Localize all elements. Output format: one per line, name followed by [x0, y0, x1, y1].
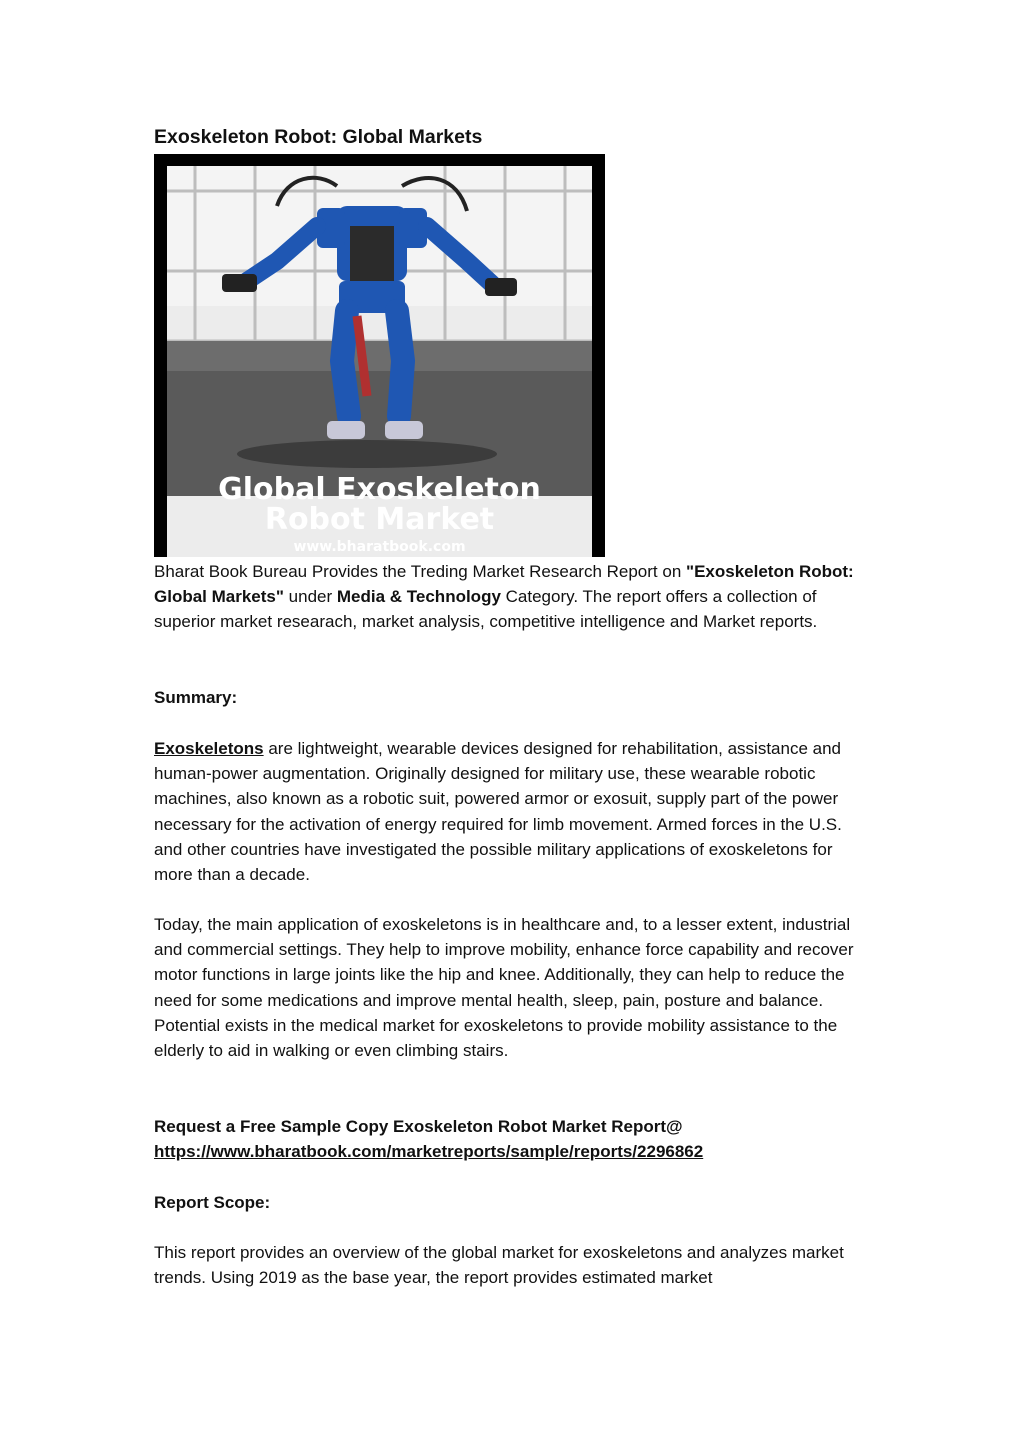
summary-heading: Summary: [154, 688, 238, 707]
scope-paragraph [154, 1240, 866, 1290]
banner-image [154, 154, 605, 557]
scope-text: This report provides an overview of the global market for exoskeletons and analyzes market trends. Using 2019 as the base year, the report provides estimated market [154, 1243, 844, 1288]
summary-text-2: Today, the main application of exoskeletons is in healthcare and, to a lesser extent, industrial and commercial settings. They help to improve mobility, enhance force capability and recover motor functions in large joints like the hip and knee. Additionally, they can help to reduce the need for some medications and improve mental health, sleep, pain, posture and balance. Potential exists in the medical market for exoskeletons to provide mobility assistance to the elderly to aid in walking or even climbing stairs. [154, 915, 854, 1061]
exoskeletons-link[interactable]: Exoskeletons [154, 739, 264, 758]
scope-heading: Report Scope: [154, 1193, 271, 1212]
intro-paragraph [154, 559, 866, 635]
document-title: Exoskeleton Robot: Global Markets [154, 126, 483, 148]
report-name: "Exoskeleton Robot: Global Markets" [154, 562, 854, 607]
category-name: Media & Technology [336, 587, 501, 607]
intro-text-2: under [283, 587, 337, 607]
sample-url-link[interactable]: https://www.bharatbook.com/marketreports/sample/reports/2296862 [154, 1142, 704, 1161]
summary-paragraph-2 [154, 912, 866, 1063]
sample-request: Request a Free Sample Copy Exoskeleton Robot Market Report@ [154, 1117, 683, 1136]
summary-paragraph-1 [154, 736, 866, 887]
intro-text-1: Bharat Book Bureau Provides the Treding Market Research Report on [154, 562, 687, 581]
banner-line-2: Robot Market [264, 502, 495, 537]
intro-text-3: Category. The report offers a collection of superior market researach, market analysis, competitive intelligence and Market reports. [154, 587, 818, 632]
banner-url: www.bharatbook.com [293, 539, 466, 555]
banner-line-1: Global Exoskeleton [218, 472, 541, 507]
summary-text-1: are lightweight, wearable devices designed for rehabilitation, assistance and human-power augmentation. Originally designed for military use, these wearable robotic machines, also known as a robotic suit, powered armor or exosuit, supply part of the power necessary for the activation of energy required for limb movement. Armed forces in the U.S. and other countries have investigated the possible military applications of exoskeletons for more than a decade. [154, 739, 842, 885]
